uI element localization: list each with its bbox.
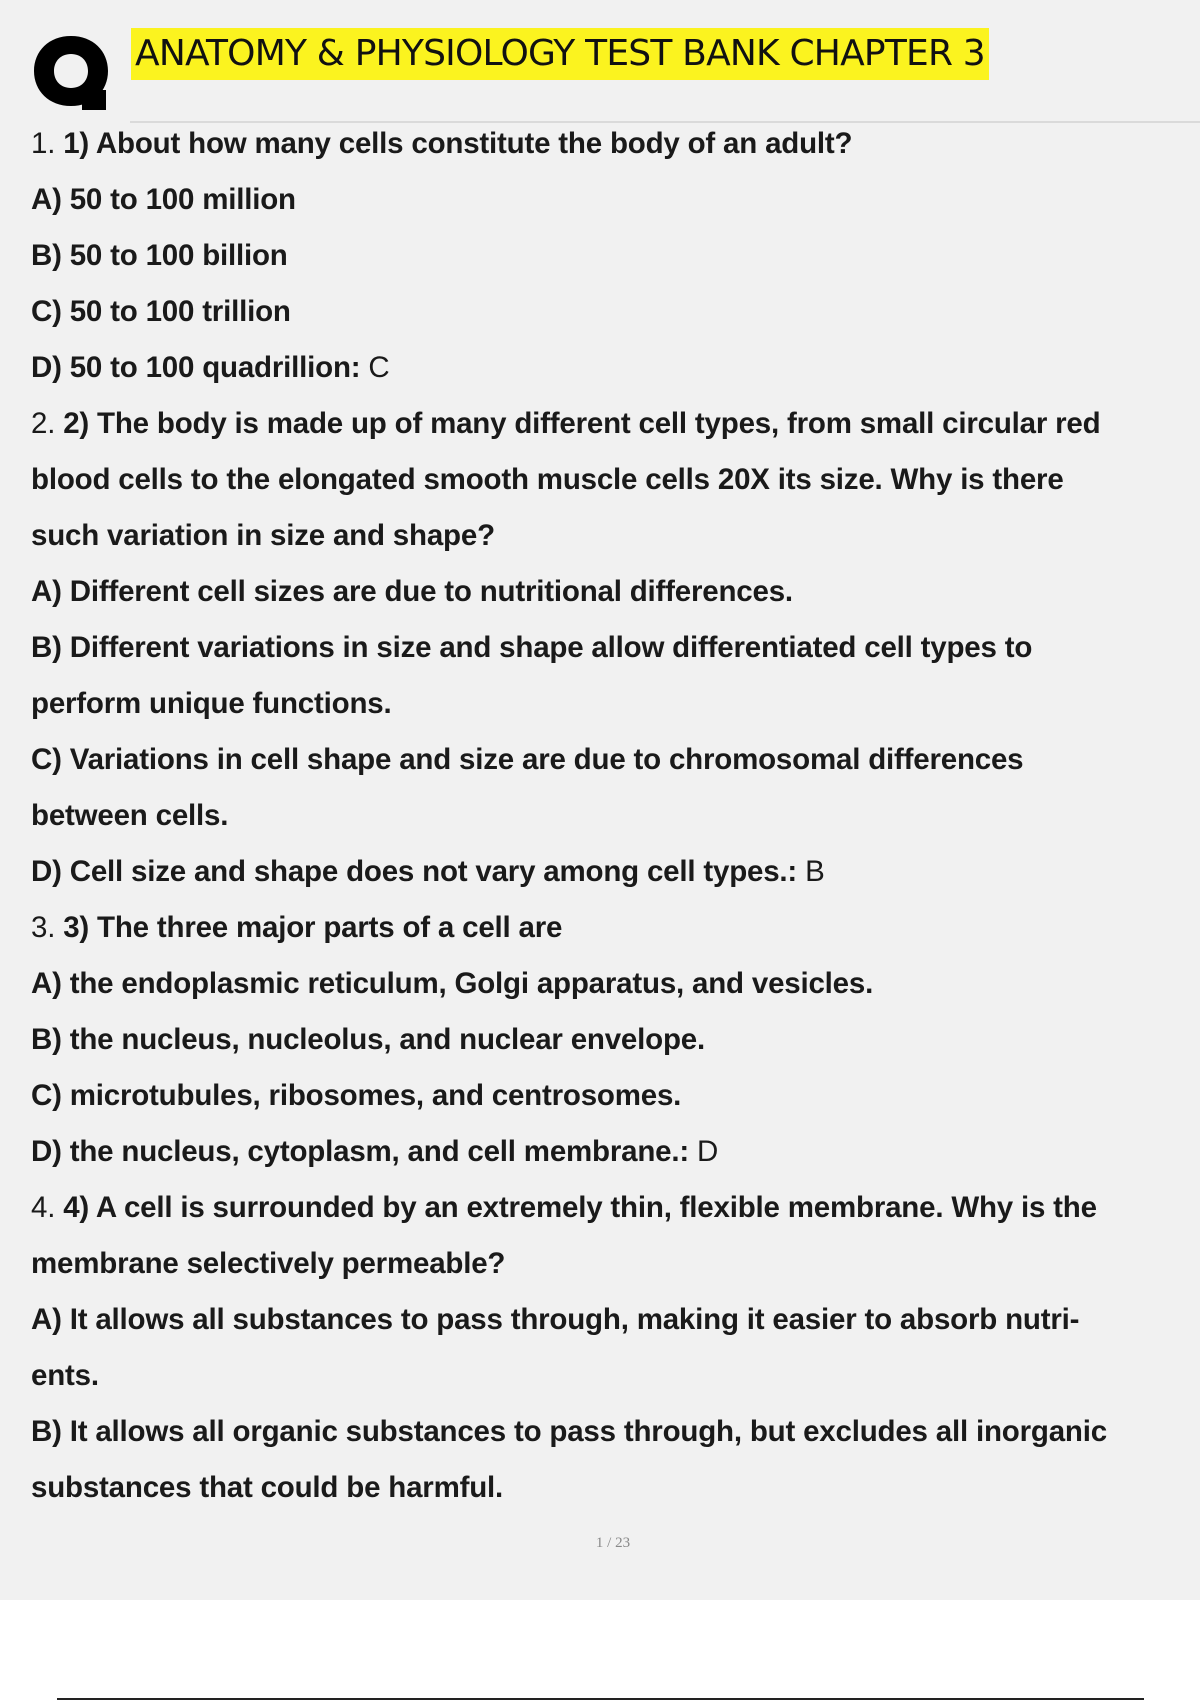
question-text: blood cells to the elongated smooth muscle cells 20X its size. Why is there	[31, 463, 1064, 496]
option-text: C) 50 to 100 trillion	[31, 295, 291, 328]
option-text: ents.	[31, 1359, 99, 1392]
answer-option-continued	[31, 788, 1200, 844]
answer-option-continued	[31, 676, 1200, 732]
option-text: B) Different variations in size and shape allow differentiated cell types to	[31, 631, 1033, 664]
option-text: between cells.	[31, 799, 229, 832]
page-number: 1 / 23	[595, 1535, 631, 1551]
answer-option	[31, 1012, 1200, 1068]
document-title: ANATOMY & PHYSIOLOGY TEST BANK CHAPTER 3	[131, 28, 989, 80]
document-header	[0, 0, 1200, 121]
answer-option-continued	[31, 1460, 1200, 1516]
question-item	[31, 396, 1200, 900]
correct-answer: D	[697, 1135, 719, 1168]
option-text: A) 50 to 100 million	[31, 183, 296, 216]
option-text: B) It allows all organic substances to pass through, but excludes all inorganic	[31, 1415, 1107, 1448]
correct-answer: C	[368, 351, 390, 384]
answer-option	[31, 1068, 1200, 1124]
question-stem	[31, 116, 1200, 172]
question-item	[31, 900, 1200, 1180]
option-text: C) microtubules, ribosomes, and centrosomes.	[31, 1079, 682, 1112]
option-text: C) Variations in cell shape and size are due to chromosomal differences	[31, 743, 1024, 776]
option-text: A) Different cell sizes are due to nutritional differences.	[31, 575, 793, 608]
answer-option	[31, 172, 1200, 228]
question-text: 3) The three major parts of a cell are	[63, 911, 563, 944]
q-logo-icon	[30, 30, 112, 112]
option-text: D) the nucleus, cytoplasm, and cell membrane.:	[31, 1135, 690, 1168]
question-text: such variation in size and shape?	[31, 519, 495, 552]
question-text: membrane selectively permeable?	[31, 1247, 506, 1280]
answer-option	[31, 620, 1200, 676]
question-text: 1) About how many cells constitute the body of an adult?	[63, 127, 853, 160]
answer-option	[31, 284, 1200, 340]
question-number: 2.	[31, 407, 56, 440]
answer-option	[31, 844, 1200, 900]
answer-option-continued	[31, 1348, 1200, 1404]
option-text: A) the endoplasmic reticulum, Golgi apparatus, and vesicles.	[31, 967, 874, 1000]
answer-option	[31, 1404, 1200, 1460]
question-item	[31, 116, 1200, 396]
question-number: 3.	[31, 911, 56, 944]
question-stem	[31, 396, 1200, 452]
answer-option	[31, 1292, 1200, 1348]
question-text: 2) The body is made up of many different cell types, from small circular red	[63, 407, 1101, 440]
question-stem-continued	[31, 1236, 1200, 1292]
answer-option	[31, 228, 1200, 284]
answer-option	[31, 956, 1200, 1012]
question-stem	[31, 900, 1200, 956]
question-number: 1.	[31, 127, 56, 160]
answer-option	[31, 564, 1200, 620]
question-stem	[31, 1180, 1200, 1236]
question-number: 4.	[31, 1191, 56, 1224]
question-text: 4) A cell is surrounded by an extremely thin, flexible membrane. Why is the	[63, 1191, 1097, 1224]
answer-option	[31, 340, 1200, 396]
option-text: A) It allows all substances to pass through, making it easier to absorb nutri-	[31, 1303, 1080, 1336]
question-list	[31, 116, 1200, 1516]
option-text: B) the nucleus, nucleolus, and nuclear envelope.	[31, 1023, 705, 1056]
question-stem-continued	[31, 508, 1200, 564]
correct-answer: B	[805, 855, 825, 888]
option-text: perform unique functions.	[31, 687, 392, 720]
question-stem-continued	[31, 452, 1200, 508]
answer-option	[31, 1124, 1200, 1180]
option-text: D) 50 to 100 quadrillion:	[31, 351, 361, 384]
option-text: B) 50 to 100 billion	[31, 239, 288, 272]
question-item	[31, 1180, 1200, 1516]
option-text: D) Cell size and shape does not vary among cell types.:	[31, 855, 798, 888]
answer-option	[31, 732, 1200, 788]
option-text: substances that could be harmful.	[31, 1471, 504, 1504]
